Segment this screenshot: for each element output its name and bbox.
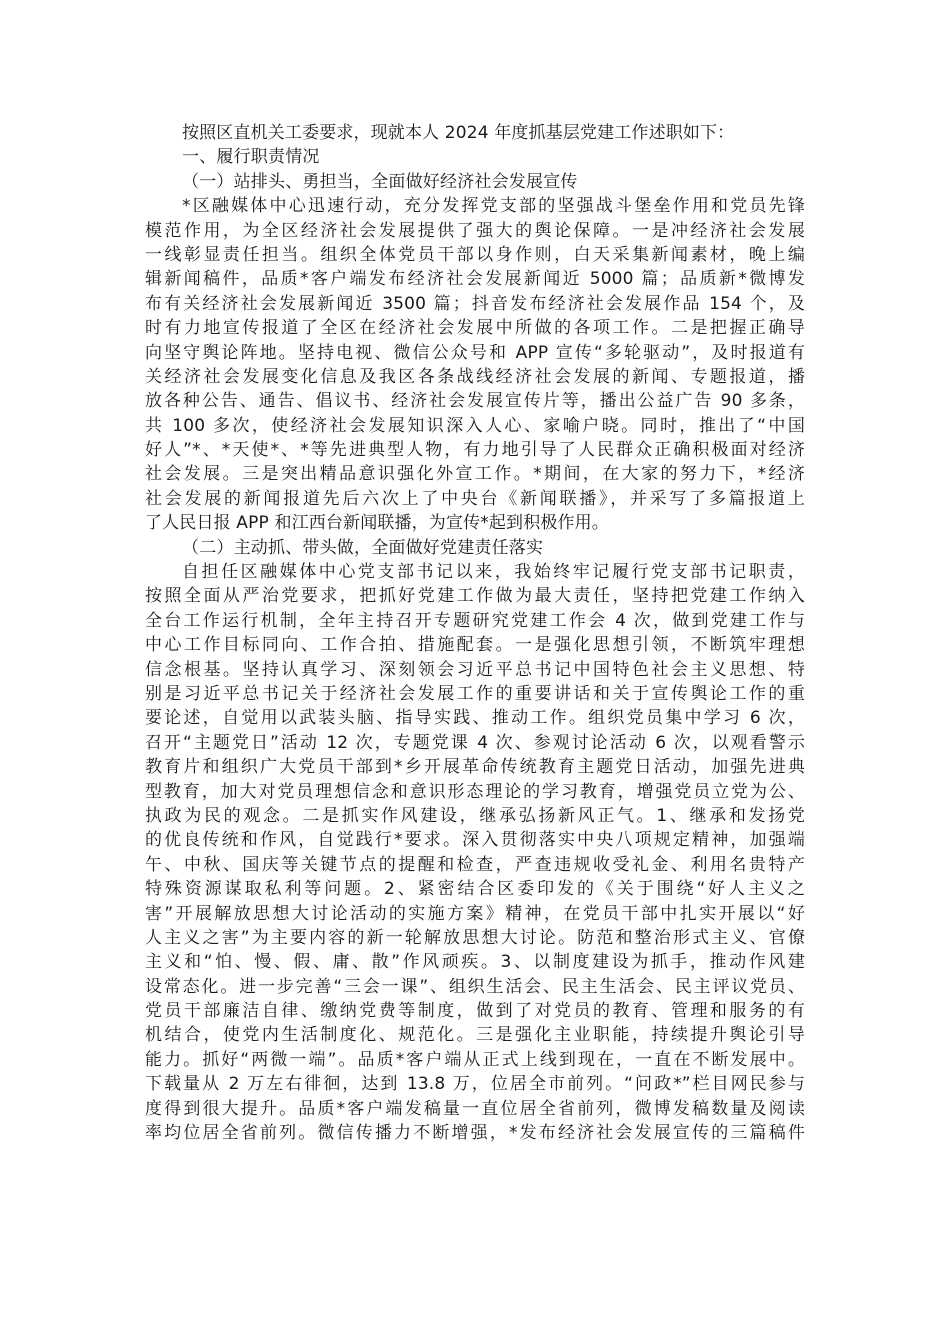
paragraph-2 <box>145 560 805 1145</box>
paragraph-line: 害”开展解放思想大讨论活动的实施方案》精神，在党员干部中扎实开展以“好 <box>145 903 805 924</box>
paragraph-line: 的优良传统和作风，自觉践行*要求。深入贯彻落实中央八项规定精神，加强端 <box>145 830 805 851</box>
subsection-title-2: （二）主动抓、带头做，全面做好党建责任落实 <box>182 537 544 558</box>
paragraph-line: 社会发展。三是突出精品意识强化外宣工作。*期间，在大家的努力下，*经济 <box>145 464 805 485</box>
paragraph-line: 度得到很大提升。品质*客户端发稿量一直位居全省前列，微博发稿数量及阅读 <box>145 1098 805 1119</box>
paragraph-line: 按照全面从严治党要求，把抓好党建工作做为最大责任，坚持把党建工作纳入 <box>145 586 805 607</box>
paragraph-line: 时有力地宣传报道了全区在经济社会发展中所做的各项工作。二是把握正确导 <box>145 318 805 339</box>
paragraph-line: 召开“主题党日”活动 12 次，专题党课 4 次、参观讨论活动 6 次，以观看警示 <box>145 732 805 753</box>
subsection-title-1: （一）站排头、勇担当，全面做好经济社会发展宣传 <box>182 171 578 192</box>
paragraph-line: 党员干部廉洁自律、缴纳党费等制度，做到了对党员的教育、管理和服务的有 <box>145 1001 805 1022</box>
paragraph-line: 模范作用，为全区经济社会发展提供了强大的舆论保障。一是冲经济社会发展 <box>145 220 805 241</box>
paragraph-line: 下载量从 2 万左右徘徊，达到 13.8 万，位居全市前列。“问政*”栏目网民参与 <box>145 1074 805 1095</box>
paragraph-line: 人主义之害”为主要内容的新一轮解放思想大讨论。防范和整治形式主义、官僚 <box>145 927 805 948</box>
paragraph-line: 要论述，自觉用以武装头脑、指导实践、推动工作。组织党员集中学习 6 次， <box>145 708 805 729</box>
paragraph-line: 率均位居全省前列。微信传播力不断增强，*发布经济社会发展宣传的三篇稿件 <box>145 1123 805 1144</box>
paragraph-line: 好人”*、*天使*、*等先进典型人物，有力地引导了人民群众正确积极面对经济 <box>145 440 805 461</box>
paragraph-line: 能力。抓好“两微一端”。品质*客户端从正式上线到现在，一直在不断发展中。 <box>145 1049 805 1070</box>
paragraph-line: 机结合，使党内生活制度化、规范化。三是强化主业职能，持续提升舆论引导 <box>145 1025 805 1046</box>
paragraph-line: 全台工作运行机制，全年主持召开专题研究党建工作会 4 次，做到党建工作与 <box>145 610 805 631</box>
paragraph-line: 放各种公告、通告、倡议书、经济社会发展宣传片等，播出公益广告 90 多条， <box>145 391 805 412</box>
paragraph-line: 教育片和组织广大党员干部到*乡开展革命传统教育主题党日活动，加强先进典 <box>145 757 805 778</box>
paragraph-line: 社会发展的新闻报道先后六次上了中央台《新闻联播》，并采写了多篇报道上 <box>145 488 805 509</box>
paragraph-line: *区融媒体中心迅速行动，充分发挥党支部的坚强战斗堡垒作用和党员先锋 <box>182 196 805 217</box>
paragraph-line: 特殊资源谋取私利等问题。2、紧密结合区委印发的《关于围绕“好人主义之 <box>145 879 805 900</box>
section-title: 一、履行职责情况 <box>182 147 320 168</box>
paragraph-line: 自担任区融媒体中心党支部书记以来，我始终牢记履行党支部书记职责， <box>182 562 805 583</box>
paragraph-line: 辑新闻稿件，品质*客户端发布经济社会发展新闻近 5000 篇；品质新*微博发 <box>145 269 805 290</box>
intro-line: 按照区直机关工委要求，现就本人 2024 年度抓基层党建工作述职如下： <box>182 123 735 143</box>
paragraph-line: 一线彰显责任担当。组织全体党员干部以身作则，白天采集新闻素材，晚上编 <box>145 244 805 265</box>
document-page <box>145 121 805 1145</box>
paragraph-line: 中心工作目标同向、工作合拍、措施配套。一是强化思想引领，不断筑牢理想 <box>145 635 805 656</box>
paragraph-line: 信念根基。坚持认真学习、深刻领会习近平总书记中国特色社会主义思想、特 <box>145 659 805 680</box>
paragraph-line: 了人民日报 APP 和江西台新闻联播，为宣传*起到积极作用。 <box>145 513 609 534</box>
paragraph-line: 主义和“怕、慢、假、庸、散”作风顽疾。3、以制度建设为抓手，推动作风建 <box>145 952 805 973</box>
paragraph-line: 向坚守舆论阵地。坚持电视、微信公众号和 APP 宣传“多轮驱动”，及时报道有 <box>145 342 805 363</box>
paragraph-line: 别是习近平总书记关于经济社会发展工作的重要讲话和关于宣传舆论工作的重 <box>145 683 805 704</box>
paragraph-line: 型教育，加大对党员理想信念和意识形态理论的学习教育，增强党员立党为公、 <box>145 781 805 802</box>
paragraph-line: 共 100 多次，使经济社会发展知识深入人心、家喻户晓。同时，推出了“中国 <box>145 415 805 436</box>
paragraph-line: 午、中秋、国庆等关键节点的提醒和检查，严查违规收受礼金、利用名贵特产 <box>145 854 805 875</box>
paragraph-line: 布有关经济社会发展新闻近 3500 篇；抖音发布经济社会发展作品 154 个，及 <box>145 293 805 314</box>
paragraph-line: 关经济社会发展变化信息及我区各条战线经济社会发展的新闻、专题报道，播 <box>145 366 805 387</box>
paragraph-1 <box>145 194 805 535</box>
paragraph-line: 执政为民的观念。二是抓实作风建设，继承弘扬新风正气。1、继承和发扬党 <box>145 805 805 826</box>
paragraph-line: 设常态化。进一步完善“三会一课”、组织生活会、民主生活会、民主评议党员、 <box>145 976 805 997</box>
